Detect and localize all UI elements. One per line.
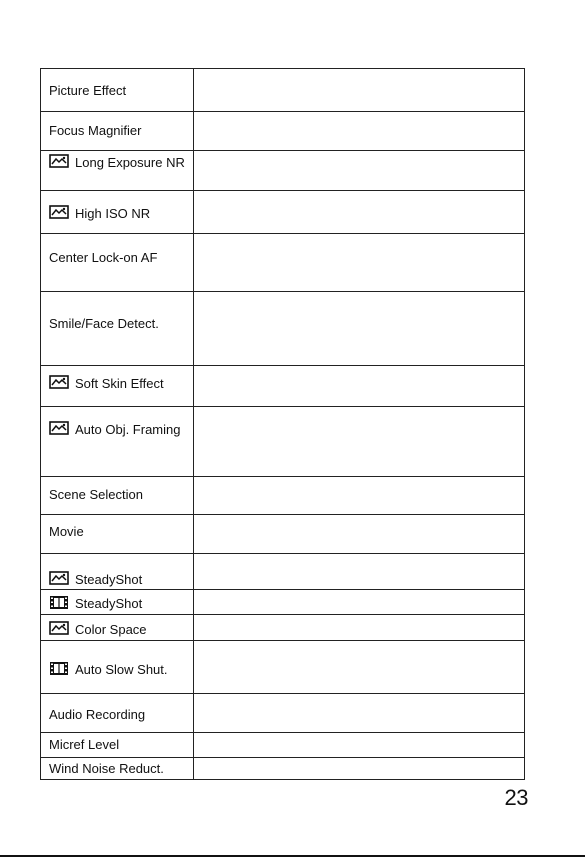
table-row xyxy=(41,151,525,191)
setting-name-cell xyxy=(41,151,194,191)
setting-label: Movie xyxy=(49,524,84,539)
setting-label-wrapper xyxy=(41,590,193,612)
setting-name-cell xyxy=(41,733,194,758)
setting-label-wrapper xyxy=(41,407,193,438)
setting-description-cell xyxy=(194,758,525,780)
setting-label: Soft Skin Effect xyxy=(75,376,164,391)
table-row xyxy=(41,69,525,112)
setting-label-wrapper xyxy=(41,641,193,678)
photo-icon xyxy=(49,205,69,220)
setting-label-wrapper xyxy=(41,694,193,723)
setting-name-cell xyxy=(41,590,194,615)
setting-description-cell xyxy=(194,641,525,694)
setting-label: Color Space xyxy=(75,622,147,637)
setting-label-wrapper xyxy=(41,477,193,503)
setting-description-cell xyxy=(194,477,525,515)
setting-label: Wind Noise Reduct. xyxy=(49,761,164,776)
setting-label-wrapper xyxy=(41,515,193,540)
setting-label: Audio Recording xyxy=(49,707,146,722)
setting-description-cell xyxy=(194,590,525,615)
setting-description-cell xyxy=(194,694,525,733)
setting-name-cell xyxy=(41,477,194,515)
setting-label: Auto Obj. Framing xyxy=(75,422,181,437)
setting-label-wrapper xyxy=(41,292,193,332)
setting-description-cell xyxy=(194,733,525,758)
photo-icon xyxy=(49,421,69,436)
setting-label: High ISO NR xyxy=(75,206,151,221)
setting-label: Picture Effect xyxy=(49,83,127,98)
photo-icon xyxy=(49,621,69,636)
setting-description-cell xyxy=(194,292,525,366)
setting-name-cell xyxy=(41,191,194,234)
setting-description-cell xyxy=(194,515,525,554)
setting-name-cell xyxy=(41,615,194,641)
setting-label: Micref Level xyxy=(49,737,120,752)
table-row xyxy=(41,694,525,733)
table-row xyxy=(41,407,525,477)
movie-icon xyxy=(49,661,69,676)
table-row xyxy=(41,515,525,554)
setting-label: SteadyShot xyxy=(75,596,143,611)
setting-name-cell xyxy=(41,234,194,292)
setting-name-cell xyxy=(41,641,194,694)
setting-name-cell xyxy=(41,292,194,366)
setting-name-cell xyxy=(41,694,194,733)
setting-label: Auto Slow Shut. xyxy=(75,662,168,677)
setting-label-wrapper xyxy=(41,733,193,753)
table-row xyxy=(41,554,525,590)
setting-label: Center Lock-on AF xyxy=(49,250,158,265)
setting-name-cell xyxy=(41,407,194,477)
setting-label: Long Exposure NR xyxy=(75,155,185,170)
setting-label: Scene Selection xyxy=(49,487,143,502)
table-row xyxy=(41,641,525,694)
page-number: 23 xyxy=(504,785,528,810)
setting-description-cell xyxy=(194,112,525,151)
table-row xyxy=(41,733,525,758)
setting-name-cell xyxy=(41,366,194,407)
setting-label-wrapper xyxy=(41,234,193,266)
setting-label: Focus Magnifier xyxy=(49,123,142,138)
setting-description-cell xyxy=(194,234,525,292)
table-row xyxy=(41,292,525,366)
movie-icon xyxy=(49,595,69,610)
table-row xyxy=(41,366,525,407)
setting-label-wrapper xyxy=(41,554,193,588)
setting-name-cell xyxy=(41,69,194,112)
setting-label-wrapper xyxy=(41,615,193,638)
setting-label-wrapper xyxy=(41,191,193,222)
photo-icon xyxy=(49,154,69,169)
table-body xyxy=(41,69,525,780)
photo-icon xyxy=(49,571,69,586)
setting-label-wrapper xyxy=(41,758,193,777)
table-row xyxy=(41,191,525,234)
setting-name-cell xyxy=(41,112,194,151)
setting-label: SteadyShot xyxy=(75,572,143,587)
setting-description-cell xyxy=(194,554,525,590)
setting-name-cell xyxy=(41,554,194,590)
table-row xyxy=(41,758,525,780)
table-row xyxy=(41,234,525,292)
table-row xyxy=(41,477,525,515)
setting-description-cell xyxy=(194,615,525,641)
table-row xyxy=(41,615,525,641)
setting-name-cell xyxy=(41,515,194,554)
setting-description-cell xyxy=(194,69,525,112)
table-row xyxy=(41,112,525,151)
setting-label-wrapper xyxy=(41,366,193,392)
settings-table xyxy=(40,68,525,780)
setting-label-wrapper xyxy=(41,151,193,171)
setting-label-wrapper xyxy=(41,69,193,99)
table-row xyxy=(41,590,525,615)
photo-icon xyxy=(49,375,69,390)
setting-label: Smile/Face Detect. xyxy=(49,316,159,331)
setting-description-cell xyxy=(194,366,525,407)
setting-name-cell xyxy=(41,758,194,780)
setting-description-cell xyxy=(194,407,525,477)
setting-label-wrapper xyxy=(41,112,193,139)
setting-description-cell xyxy=(194,151,525,191)
setting-description-cell xyxy=(194,191,525,234)
